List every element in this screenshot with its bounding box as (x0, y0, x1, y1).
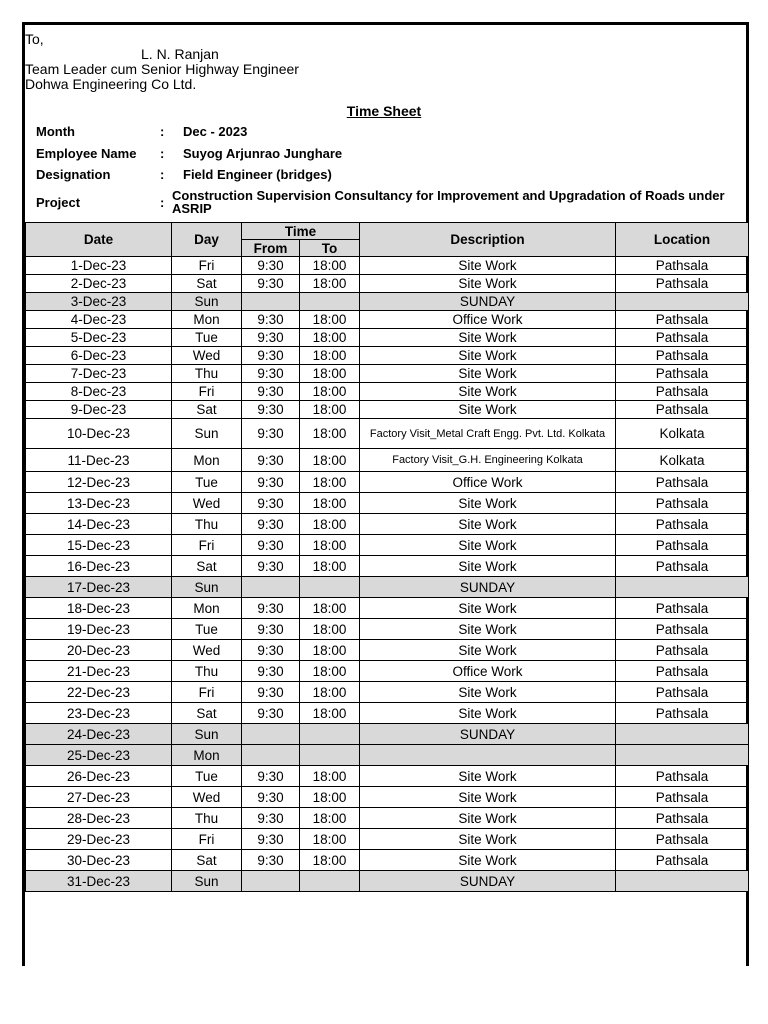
table-row (26, 724, 749, 745)
to-cell: 18:00 (300, 311, 360, 329)
table-row (26, 293, 749, 311)
to-cell (300, 293, 360, 311)
header-description: Description (360, 223, 616, 257)
to-cell: 18:00 (300, 703, 360, 724)
designation-value: Field Engineer (bridges) (183, 167, 332, 182)
day-cell: Wed (172, 493, 242, 514)
description-cell: Site Work (360, 850, 616, 871)
description-cell (360, 745, 616, 766)
month-label: Month (36, 124, 75, 139)
location-cell: Pathsala (616, 401, 749, 419)
table-row (26, 449, 749, 472)
description-cell: SUNDAY (360, 871, 616, 892)
from-cell: 9:30 (242, 449, 300, 472)
table-row (26, 850, 749, 871)
location-cell: Pathsala (616, 365, 749, 383)
day-cell: Wed (172, 640, 242, 661)
to-cell: 18:00 (300, 556, 360, 577)
day-cell: Tue (172, 619, 242, 640)
location-cell: Pathsala (616, 275, 749, 293)
description-cell: Site Work (360, 383, 616, 401)
to-cell: 18:00 (300, 449, 360, 472)
table-row (26, 275, 749, 293)
from-cell: 9:30 (242, 661, 300, 682)
to-cell: 18:00 (300, 808, 360, 829)
description-cell: Site Work (360, 829, 616, 850)
from-cell: 9:30 (242, 556, 300, 577)
table-row (26, 493, 749, 514)
location-cell: Pathsala (616, 311, 749, 329)
description-cell: Site Work (360, 257, 616, 275)
from-cell: 9:30 (242, 787, 300, 808)
to-cell: 18:00 (300, 661, 360, 682)
date-cell: 6-Dec-23 (26, 347, 172, 365)
date-cell: 12-Dec-23 (26, 472, 172, 493)
location-cell (616, 293, 749, 311)
header-to: To (300, 240, 360, 257)
location-cell: Pathsala (616, 556, 749, 577)
to-cell: 18:00 (300, 682, 360, 703)
day-cell: Fri (172, 535, 242, 556)
day-cell: Mon (172, 449, 242, 472)
location-cell: Pathsala (616, 808, 749, 829)
description-cell: Site Work (360, 619, 616, 640)
description-cell: Site Work (360, 365, 616, 383)
date-cell: 18-Dec-23 (26, 598, 172, 619)
to-cell: 18:00 (300, 829, 360, 850)
date-cell: 26-Dec-23 (26, 766, 172, 787)
title-text: Time Sheet (346, 103, 422, 119)
table-row (26, 556, 749, 577)
location-cell: Pathsala (616, 493, 749, 514)
table-row (26, 598, 749, 619)
to-cell: 18:00 (300, 535, 360, 556)
description-cell: Site Work (360, 514, 616, 535)
location-cell (616, 871, 749, 892)
to-cell: 18:00 (300, 347, 360, 365)
day-cell: Sat (172, 401, 242, 419)
to-cell: 18:00 (300, 619, 360, 640)
table-row (26, 787, 749, 808)
date-cell: 8-Dec-23 (26, 383, 172, 401)
day-cell: Thu (172, 661, 242, 682)
from-cell: 9:30 (242, 535, 300, 556)
day-cell: Thu (172, 808, 242, 829)
description-cell: Site Work (360, 682, 616, 703)
from-cell: 9:30 (242, 766, 300, 787)
location-cell: Pathsala (616, 257, 749, 275)
date-cell: 17-Dec-23 (26, 577, 172, 598)
from-cell (242, 577, 300, 598)
from-cell (242, 871, 300, 892)
day-cell: Thu (172, 514, 242, 535)
description-cell: Site Work (360, 703, 616, 724)
from-cell: 9:30 (242, 347, 300, 365)
day-cell: Tue (172, 766, 242, 787)
date-cell: 11-Dec-23 (26, 449, 172, 472)
day-cell: Mon (172, 598, 242, 619)
date-cell: 29-Dec-23 (26, 829, 172, 850)
table-row (26, 311, 749, 329)
table-row (26, 745, 749, 766)
from-cell: 9:30 (242, 383, 300, 401)
day-cell: Sun (172, 419, 242, 449)
date-cell: 20-Dec-23 (26, 640, 172, 661)
location-cell (616, 724, 749, 745)
designation-label: Designation (36, 167, 111, 182)
description-cell: Site Work (360, 493, 616, 514)
day-cell: Sun (172, 577, 242, 598)
description-cell: Site Work (360, 787, 616, 808)
day-cell: Sat (172, 556, 242, 577)
to-cell: 18:00 (300, 257, 360, 275)
from-cell: 9:30 (242, 640, 300, 661)
header-day: Day (172, 223, 242, 257)
date-cell: 13-Dec-23 (26, 493, 172, 514)
timesheet-table (25, 222, 749, 892)
location-cell: Pathsala (616, 598, 749, 619)
table-row (26, 682, 749, 703)
description-cell: Office Work (360, 311, 616, 329)
from-cell (242, 745, 300, 766)
from-cell: 9:30 (242, 311, 300, 329)
from-cell: 9:30 (242, 514, 300, 535)
to-cell: 18:00 (300, 329, 360, 347)
location-cell: Pathsala (616, 787, 749, 808)
to-cell: 18:00 (300, 365, 360, 383)
description-cell: Site Work (360, 347, 616, 365)
to-cell: 18:00 (300, 419, 360, 449)
project-label: Project (36, 195, 81, 210)
to-cell (300, 724, 360, 745)
location-cell: Pathsala (616, 619, 749, 640)
to-cell: 18:00 (300, 401, 360, 419)
description-cell: Office Work (360, 472, 616, 493)
address-company: Dohwa Engineering Co Ltd. (25, 76, 197, 92)
from-cell: 9:30 (242, 850, 300, 871)
date-cell: 5-Dec-23 (26, 329, 172, 347)
designation-colon: : (160, 167, 165, 182)
description-cell: SUNDAY (360, 293, 616, 311)
day-cell: Fri (172, 257, 242, 275)
day-cell: Fri (172, 829, 242, 850)
location-cell: Pathsala (616, 850, 749, 871)
from-cell: 9:30 (242, 493, 300, 514)
to-cell: 18:00 (300, 766, 360, 787)
header-location: Location (616, 223, 749, 257)
description-cell: Site Work (360, 556, 616, 577)
description-cell: Site Work (360, 329, 616, 347)
header-from: From (242, 240, 300, 257)
date-cell: 25-Dec-23 (26, 745, 172, 766)
day-cell: Sun (172, 871, 242, 892)
to-cell: 18:00 (300, 598, 360, 619)
table-row (26, 472, 749, 493)
location-cell: Pathsala (616, 682, 749, 703)
day-cell: Tue (172, 329, 242, 347)
location-cell: Pathsala (616, 514, 749, 535)
description-cell: Factory Visit_Metal Craft Engg. Pvt. Ltd. Kolkata (360, 419, 616, 449)
date-cell: 2-Dec-23 (26, 275, 172, 293)
day-cell: Mon (172, 311, 242, 329)
date-cell: 15-Dec-23 (26, 535, 172, 556)
description-cell: Site Work (360, 535, 616, 556)
table-row (26, 347, 749, 365)
address-name: L. N. Ranjan (141, 46, 219, 62)
month-value: Dec - 2023 (183, 124, 248, 139)
day-cell: Thu (172, 365, 242, 383)
employee-colon: : (160, 146, 165, 161)
location-cell: Pathsala (616, 535, 749, 556)
from-cell: 9:30 (242, 808, 300, 829)
to-cell: 18:00 (300, 472, 360, 493)
location-cell: Pathsala (616, 661, 749, 682)
project-value: Construction Supervision Consultancy for Improvement and Upgradation of Roads under ASRIP (172, 188, 725, 216)
location-cell: Pathsala (616, 703, 749, 724)
table-row (26, 329, 749, 347)
location-cell: Pathsala (616, 640, 749, 661)
location-cell: Kolkata (616, 419, 749, 449)
from-cell (242, 724, 300, 745)
table-row (26, 419, 749, 449)
description-cell: Site Work (360, 640, 616, 661)
day-cell: Mon (172, 745, 242, 766)
table-row (26, 514, 749, 535)
from-cell: 9:30 (242, 472, 300, 493)
location-cell: Pathsala (616, 472, 749, 493)
table-row (26, 535, 749, 556)
address-to: To, (25, 31, 44, 47)
to-cell: 18:00 (300, 493, 360, 514)
day-cell: Sat (172, 703, 242, 724)
date-cell: 10-Dec-23 (26, 419, 172, 449)
table-row (26, 577, 749, 598)
table-row (26, 383, 749, 401)
from-cell: 9:30 (242, 829, 300, 850)
from-cell: 9:30 (242, 365, 300, 383)
date-cell: 23-Dec-23 (26, 703, 172, 724)
location-cell: Pathsala (616, 383, 749, 401)
employee-label: Employee Name (36, 146, 137, 161)
description-cell: Office Work (360, 661, 616, 682)
to-cell (300, 577, 360, 598)
description-cell: Factory Visit_G.H. Engineering Kolkata (360, 449, 616, 472)
location-cell: Pathsala (616, 766, 749, 787)
date-cell: 21-Dec-23 (26, 661, 172, 682)
employee-value: Suyog Arjunrao Junghare (183, 146, 343, 161)
day-cell: Sun (172, 724, 242, 745)
address-designation: Team Leader cum Senior Highway Engineer (25, 61, 299, 77)
description-cell: SUNDAY (360, 577, 616, 598)
from-cell: 9:30 (242, 401, 300, 419)
date-cell: 28-Dec-23 (26, 808, 172, 829)
from-cell: 9:30 (242, 703, 300, 724)
date-cell: 30-Dec-23 (26, 850, 172, 871)
table-row (26, 401, 749, 419)
date-cell: 27-Dec-23 (26, 787, 172, 808)
location-cell: Kolkata (616, 449, 749, 472)
project-colon: : (160, 195, 165, 210)
day-cell: Sun (172, 293, 242, 311)
date-cell: 19-Dec-23 (26, 619, 172, 640)
page-title (0, 103, 768, 119)
from-cell: 9:30 (242, 682, 300, 703)
date-cell: 7-Dec-23 (26, 365, 172, 383)
location-cell: Pathsala (616, 329, 749, 347)
table-row (26, 766, 749, 787)
table-row (26, 703, 749, 724)
to-cell: 18:00 (300, 383, 360, 401)
to-cell: 18:00 (300, 850, 360, 871)
to-cell: 18:00 (300, 787, 360, 808)
from-cell: 9:30 (242, 419, 300, 449)
description-cell: Site Work (360, 598, 616, 619)
table-row (26, 365, 749, 383)
description-cell: Site Work (360, 808, 616, 829)
to-cell: 18:00 (300, 640, 360, 661)
from-cell: 9:30 (242, 257, 300, 275)
day-cell: Wed (172, 347, 242, 365)
location-cell: Pathsala (616, 829, 749, 850)
to-cell (300, 871, 360, 892)
description-cell: Site Work (360, 766, 616, 787)
date-cell: 14-Dec-23 (26, 514, 172, 535)
table-row (26, 640, 749, 661)
table-row (26, 871, 749, 892)
to-cell (300, 745, 360, 766)
table-row (26, 829, 749, 850)
date-cell: 16-Dec-23 (26, 556, 172, 577)
day-cell: Tue (172, 472, 242, 493)
date-cell: 9-Dec-23 (26, 401, 172, 419)
date-cell: 1-Dec-23 (26, 257, 172, 275)
day-cell: Sat (172, 275, 242, 293)
date-cell: 4-Dec-23 (26, 311, 172, 329)
from-cell: 9:30 (242, 598, 300, 619)
month-colon: : (160, 124, 165, 139)
from-cell: 9:30 (242, 329, 300, 347)
date-cell: 31-Dec-23 (26, 871, 172, 892)
header-time: Time (242, 223, 360, 240)
table-row (26, 808, 749, 829)
to-cell: 18:00 (300, 275, 360, 293)
day-cell: Wed (172, 787, 242, 808)
day-cell: Sat (172, 850, 242, 871)
table-row (26, 619, 749, 640)
location-cell (616, 577, 749, 598)
day-cell: Fri (172, 383, 242, 401)
description-cell: SUNDAY (360, 724, 616, 745)
table-row (26, 257, 749, 275)
day-cell: Fri (172, 682, 242, 703)
location-cell: Pathsala (616, 347, 749, 365)
description-cell: Site Work (360, 275, 616, 293)
date-cell: 22-Dec-23 (26, 682, 172, 703)
date-cell: 3-Dec-23 (26, 293, 172, 311)
date-cell: 24-Dec-23 (26, 724, 172, 745)
table-row (26, 661, 749, 682)
to-cell: 18:00 (300, 514, 360, 535)
from-cell: 9:30 (242, 619, 300, 640)
location-cell (616, 745, 749, 766)
from-cell (242, 293, 300, 311)
header-date: Date (26, 223, 172, 257)
description-cell: Site Work (360, 401, 616, 419)
from-cell: 9:30 (242, 275, 300, 293)
